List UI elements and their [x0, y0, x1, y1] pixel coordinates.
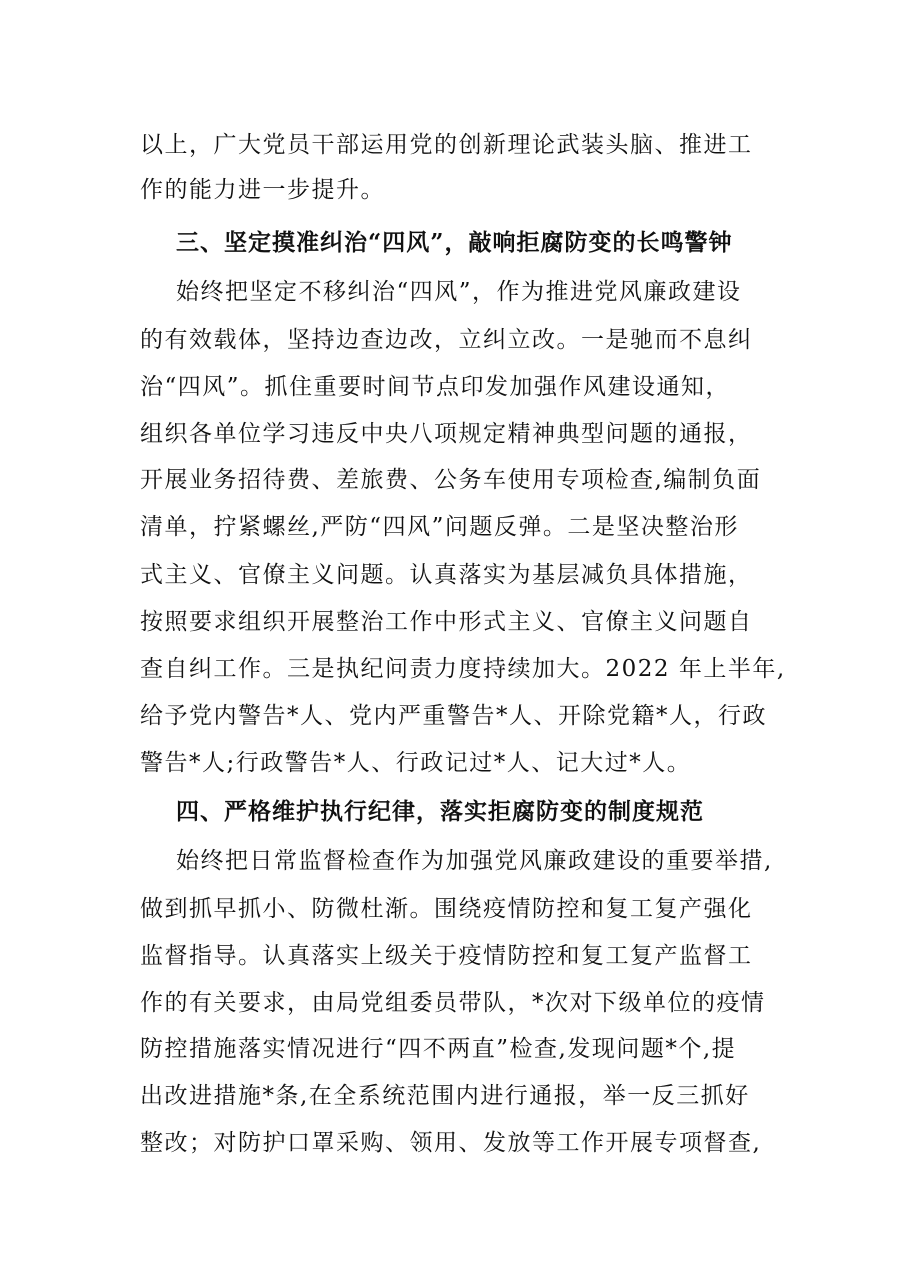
- body-text-line: 作的有关要求，由局党组委员带队，*次对下级单位的疫情: [140, 990, 766, 1016]
- body-text-line: 始终把坚定不移纠治“四风”，作为推进党风廉政建设: [176, 279, 742, 305]
- body-text-line: 给予党内警告*人、党内严重警告*人、开除党籍*人，行政: [140, 703, 767, 729]
- body-text-line: 始终把日常监督检查作为加强党风廉政建设的重要举措,: [176, 848, 773, 874]
- body-text-line: 作的能力进一步提升。: [140, 177, 385, 203]
- body-text-line: 的有效载体，坚持边查边改，立纠立改。一是驰而不息纠: [140, 327, 753, 353]
- body-text-line: 治“四风”。抓住重要时间节点印发加强作风建设通知，: [140, 374, 731, 400]
- body-text-line: 按照要求组织开展整治工作中形式主义、官僚主义问题自: [140, 609, 753, 635]
- body-text-line: 出改进措施*条,在全系统范围内进行通报，举一反三抓好: [140, 1083, 750, 1109]
- body-text-line: 做到抓早抓小、防微杜渐。围绕疫情防控和复工复产强化: [140, 896, 753, 922]
- body-text-line: 组织各单位学习违反中央八项规定精神典型问题的通报，: [140, 421, 753, 447]
- body-text-line: 以上，广大党员干部运用党的创新理论武装头脑、推进工: [140, 132, 753, 158]
- section-heading-4: 四、严格维护执行纪律，落实拒腐防变的制度规范: [176, 798, 704, 825]
- section-heading-3: 三、坚定摸准纠治“四风”，敲响拒腐防变的长鸣警钟: [176, 229, 733, 256]
- body-text-line: 清单，拧紧螺丝,严防“四风”问题反弹。二是坚决整治形: [140, 514, 739, 540]
- body-text-line: 警告*人;行政警告*人、行政记过*人、记大过*人。: [140, 750, 692, 776]
- body-text-line: 监督指导。认真落实上级关于疫情防控和复工复产监督工: [140, 943, 753, 969]
- body-text-line: 开展业务招待费、差旅费、公务车使用专项检查,编制负面: [140, 467, 762, 493]
- body-text-line: 整改；对防护口罩采购、领用、发放等工作开展专项督查,: [140, 1130, 762, 1156]
- body-text-line: 防控措施落实情况进行“四不两直”检查,发现问题*个,提: [140, 1036, 737, 1062]
- body-text-line: 查自纠工作。三是执纪问责力度持续加大。2022 年上半年,: [140, 656, 786, 682]
- body-text-line: 式主义、官僚主义问题。认真落实为基层减负具体措施，: [140, 562, 753, 588]
